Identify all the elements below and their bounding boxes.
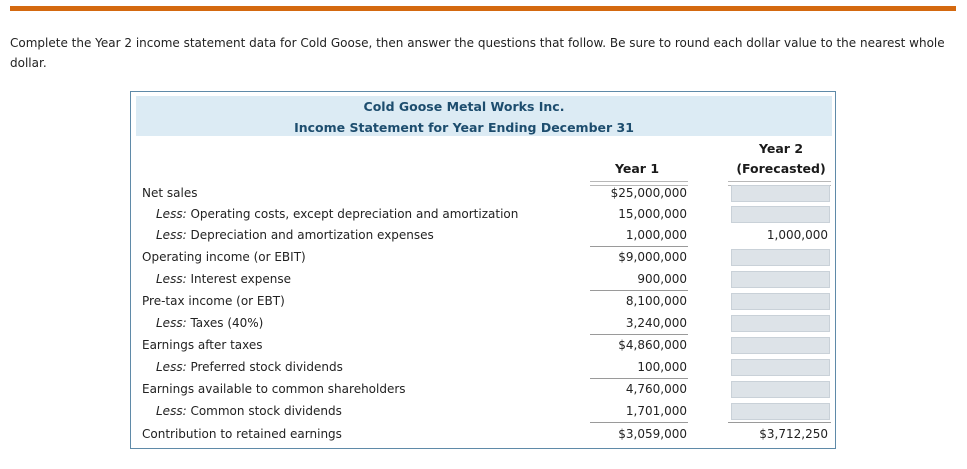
y1-preferred-dividends: 100,000 (637, 360, 687, 374)
year2-header: Year 2 (758, 141, 804, 156)
row-label-interest: Less: Interest expense (156, 272, 292, 286)
y2-common-dividends-input[interactable] (731, 403, 830, 420)
y2-ebit-input[interactable] (731, 249, 830, 266)
y1-depreciation: 1,000,000 (625, 228, 687, 242)
subtotal-rule-common (590, 378, 688, 379)
y1-taxes: 3,240,000 (625, 316, 687, 330)
y1-earnings-after-taxes: $4,860,000 (618, 338, 687, 352)
y2-net-sales-input[interactable] (731, 185, 830, 202)
year1-header: Year 1 (614, 161, 660, 176)
company-name: Cold Goose Metal Works Inc. (363, 99, 565, 114)
subtotal-rule-retained-y2 (728, 422, 831, 423)
subtotal-rule-retained-y1 (590, 422, 688, 423)
subtotal-rule-ebit (590, 246, 688, 247)
row-label-retained-earnings: Contribution to retained earnings (142, 427, 342, 441)
y2-operating-costs-input[interactable] (731, 206, 830, 223)
y2-interest-input[interactable] (731, 271, 830, 288)
top-accent-rule (10, 6, 956, 11)
y1-earnings-common: 4,760,000 (625, 382, 687, 396)
y2-preferred-dividends-input[interactable] (731, 359, 830, 376)
year2-forecast-header: (Forecasted) (736, 161, 826, 176)
row-label-ebit: Operating income (or EBIT) (142, 250, 306, 264)
income-statement-panel (130, 91, 836, 449)
y2-depreciation: 1,000,000 (766, 228, 828, 242)
y2-earnings-after-taxes-input[interactable] (731, 337, 830, 354)
y2-earnings-common-input[interactable] (731, 381, 830, 398)
y2-retained-earnings: $3,712,250 (759, 427, 828, 441)
row-label-earnings-after-taxes: Earnings after taxes (142, 338, 263, 352)
subtotal-rule-eat (590, 334, 688, 335)
y1-net-sales: $25,000,000 (610, 186, 687, 200)
y1-retained-earnings: $3,059,000 (618, 427, 687, 441)
row-label-taxes: Less: Taxes (40%) (156, 316, 264, 330)
statement-title: Income Statement for Year Ending December 31 (294, 120, 634, 135)
y1-operating-costs: 15,000,000 (618, 207, 687, 221)
instructions-text: Complete the Year 2 income statement data for Cold Goose, then answer the questions that follow. Be sure to round each dollar value to the nearest whole dollar. (10, 36, 945, 70)
y2-taxes-input[interactable] (731, 315, 830, 332)
row-label-ebt: Pre-tax income (or EBT) (142, 294, 285, 308)
y1-ebt: 8,100,000 (625, 294, 687, 308)
row-label-common-dividends: Less: Common stock dividends (156, 404, 342, 418)
y1-interest: 900,000 (637, 272, 687, 286)
y1-common-dividends: 1,701,000 (625, 404, 687, 418)
y2-ebt-input[interactable] (731, 293, 830, 310)
row-label-depreciation: Less: Depreciation and amortization expenses (156, 228, 434, 242)
row-label-earnings-common: Earnings available to common shareholders (142, 382, 406, 396)
y1-ebit: $9,000,000 (618, 250, 687, 264)
row-label-operating-costs: Less: Operating costs, except depreciation and amortization (156, 207, 519, 221)
subtotal-rule-ebt (590, 290, 688, 291)
row-label-net-sales: Net sales (142, 186, 198, 200)
row-label-preferred-dividends: Less: Preferred stock dividends (156, 360, 343, 374)
